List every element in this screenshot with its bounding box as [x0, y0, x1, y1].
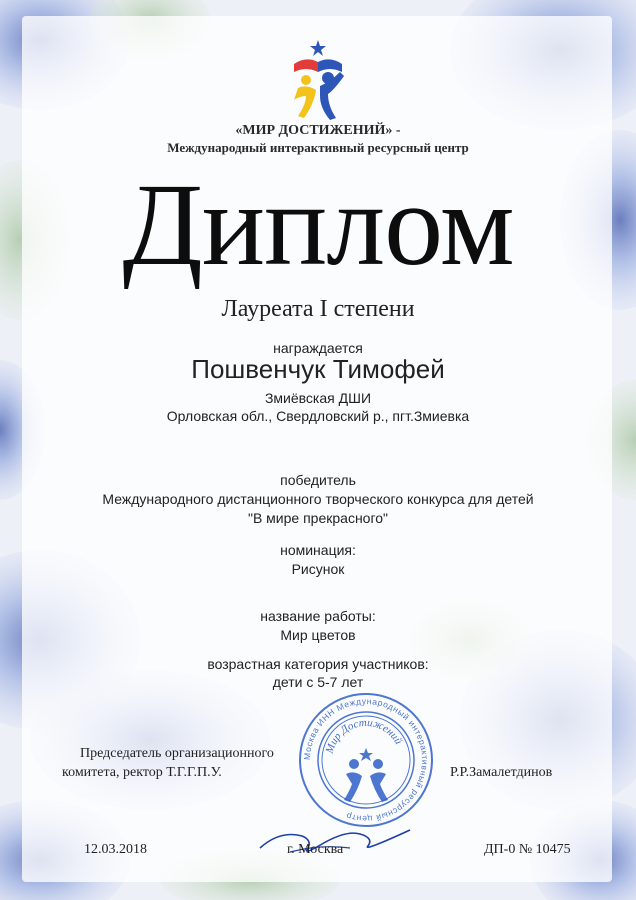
recipient-school: Змиёвская ДШИ: [264, 390, 372, 406]
organization-logo: [284, 38, 356, 124]
organization-name: «МИР ДОСТИЖЕНИЙ» -: [235, 123, 401, 138]
seal-inner-text: Мир Достижений: [323, 716, 405, 755]
issue-city: г. Москва: [287, 842, 344, 857]
recipient-address: Орловская обл., Свердловский р., пгт.Змиевка: [166, 408, 470, 424]
diploma-degree: Лауреата I степени: [221, 296, 415, 322]
work-title-value: Мир цветов: [280, 627, 356, 643]
age-category-label: возрастная категория участников:: [207, 656, 429, 672]
seal-ring-text: Москва ИНН Международный интерактивный ресурсный центр: [301, 695, 431, 825]
winner-label: победитель: [280, 472, 356, 488]
nomination-label: номинация:: [280, 542, 356, 558]
organization-subtitle: Международный интерактивный ресурсный центр: [167, 140, 469, 155]
age-category-value: дети с 5-7 лет: [272, 674, 364, 690]
contest-name: "В мире прекрасного": [247, 510, 389, 526]
document-number: ДП-0 № 10475: [484, 842, 571, 857]
issue-date: 12.03.2018: [84, 842, 147, 857]
chairman-title-line2: комитета, ректор Т.Г.Г.П.У.: [62, 765, 222, 780]
signer-name: Р.Р.Замалетдинов: [450, 765, 553, 780]
recipient-name: Пошвенчук Тимофей: [191, 354, 445, 384]
awarded-label: награждается: [273, 340, 363, 356]
nomination-value: Рисунок: [291, 561, 345, 577]
work-title-label: название работы:: [260, 608, 376, 624]
contest-description: Международного дистанционного творческого конкурса для детей: [102, 491, 534, 507]
chairman-title-line1: Председатель организационного: [80, 746, 274, 761]
diploma-title: Диплом: [122, 159, 514, 290]
